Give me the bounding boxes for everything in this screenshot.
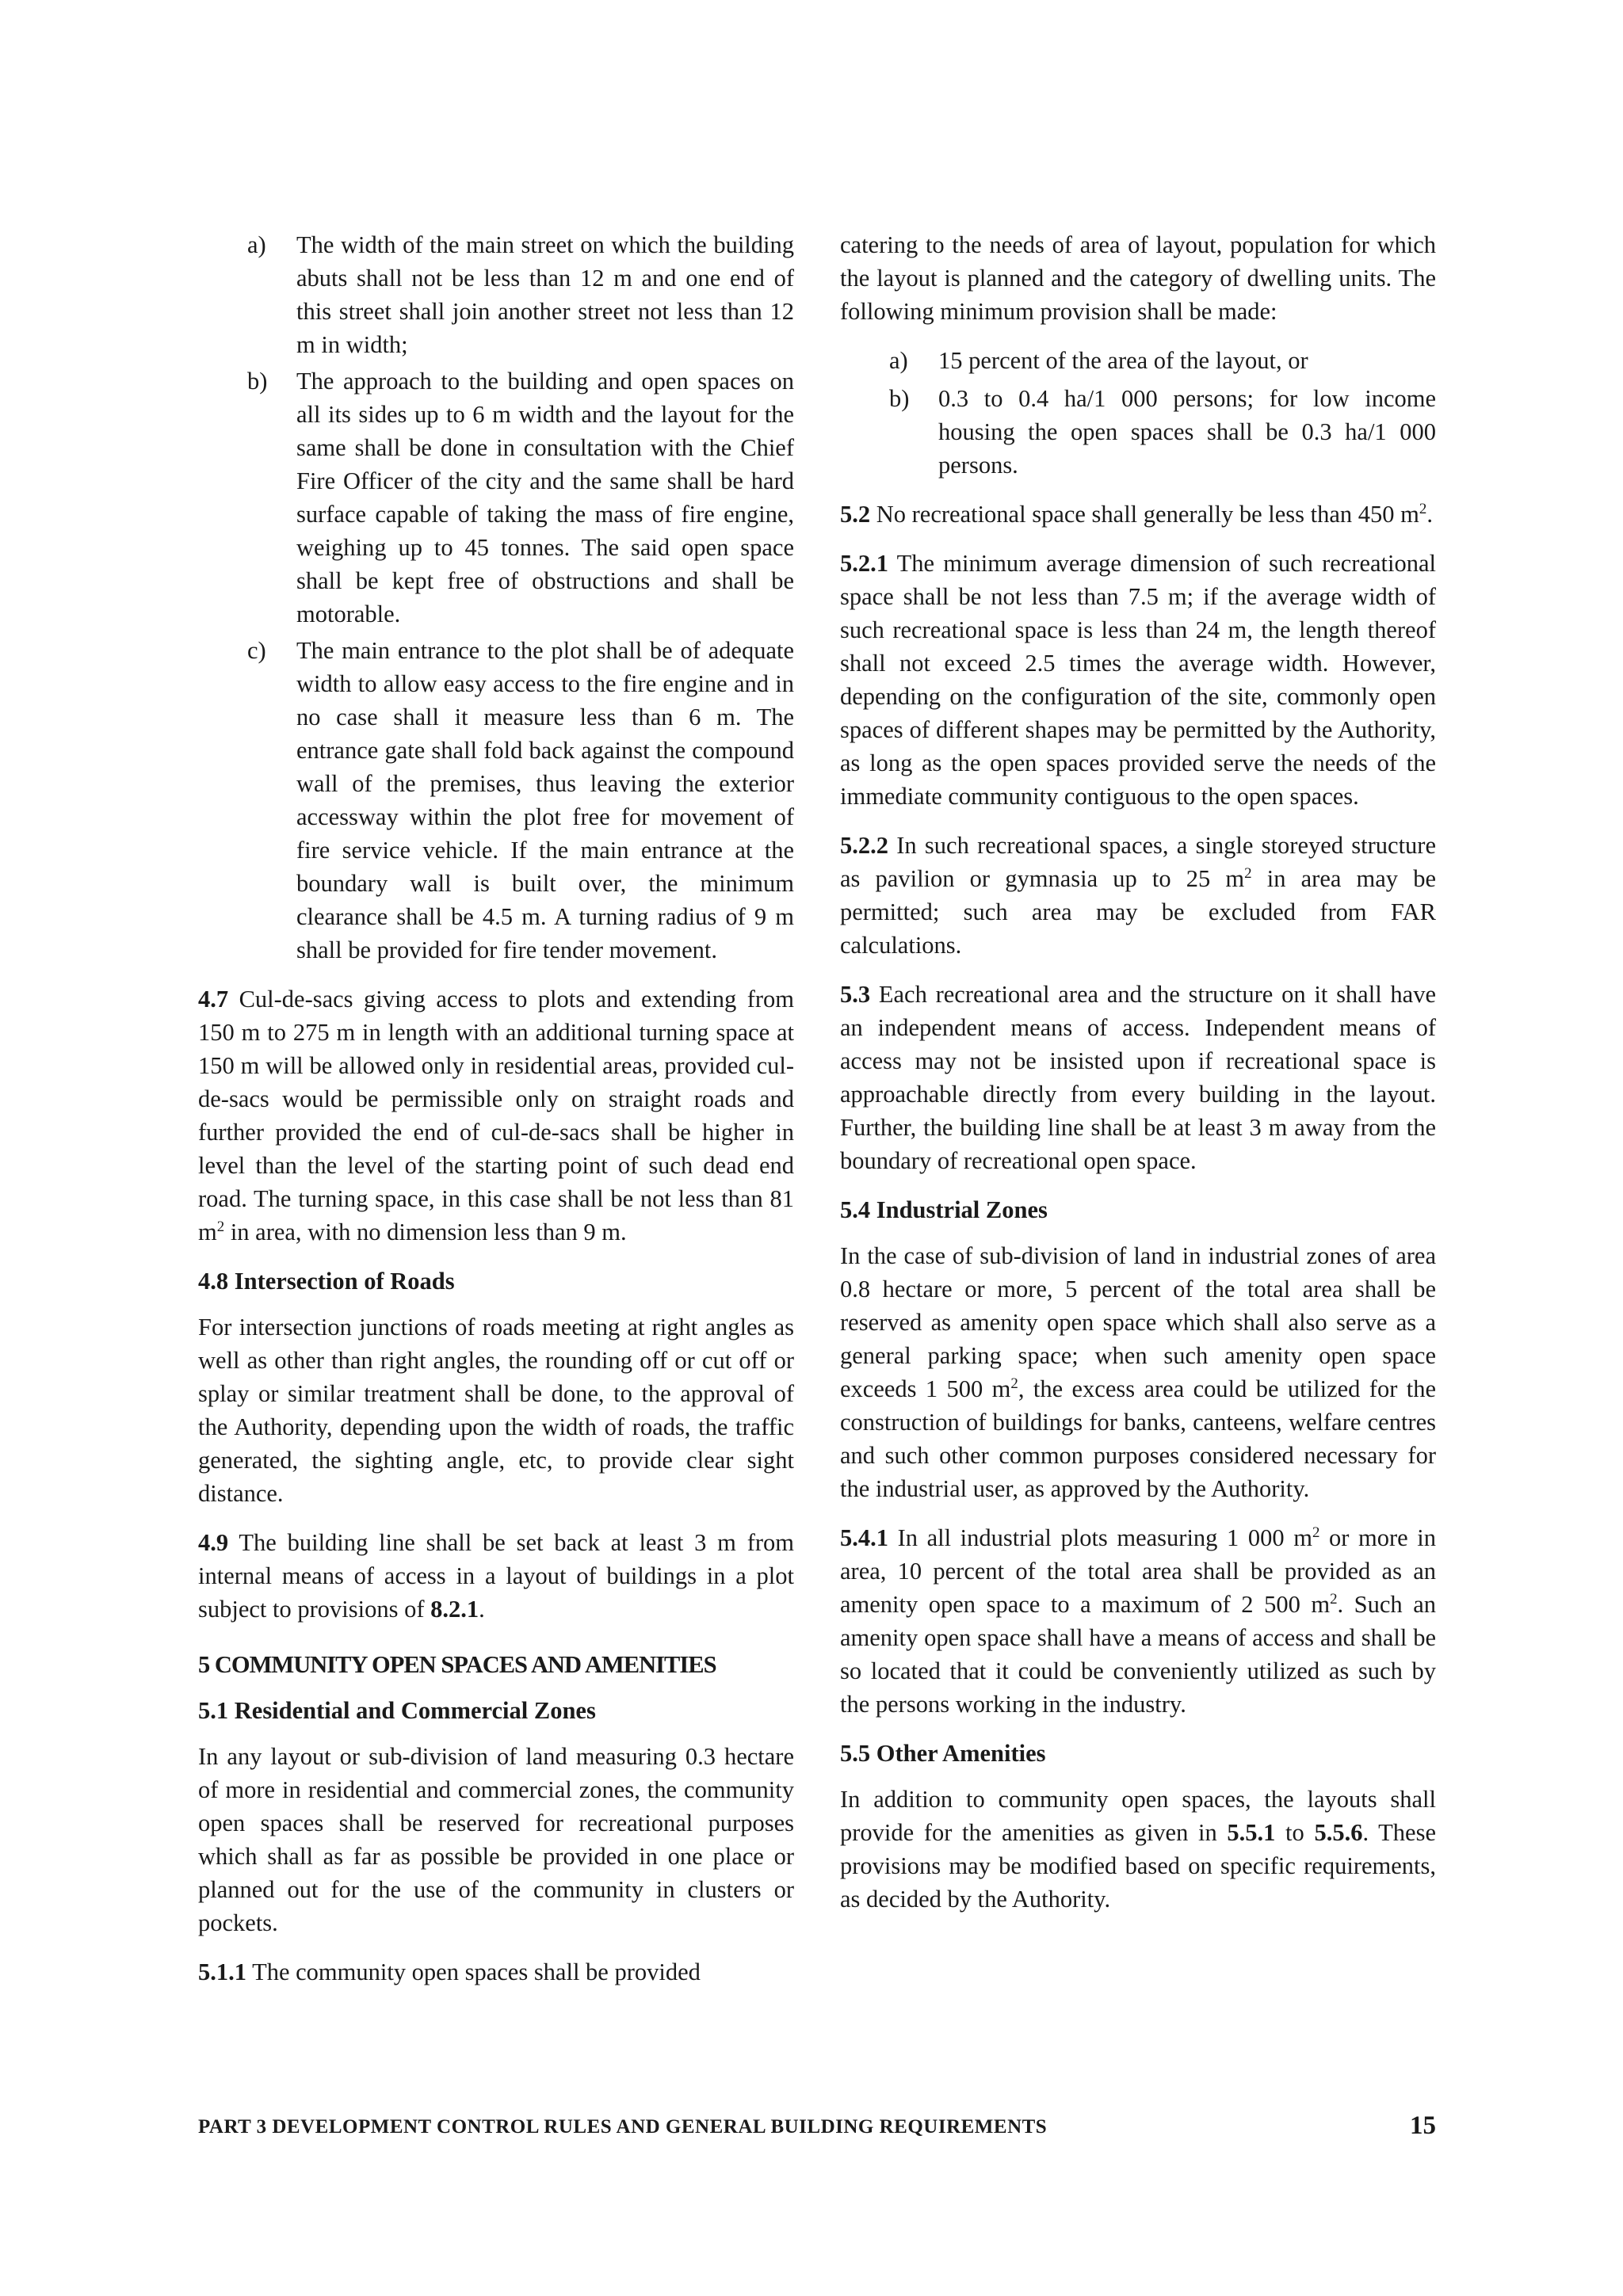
- list-item: [198, 228, 794, 361]
- list-label: a): [889, 347, 908, 374]
- clause-5-1-1: [198, 1955, 794, 1989]
- clause-text: In the case of sub-division of land in industrial zones of area 0.8 hectare or more, 5 percent of the total area shall be reserved as amenity open space which shall also serve as a general parking space; when such amenity open space exceeds 1 500 m: [840, 1242, 1436, 1402]
- page-number: 15: [1410, 2111, 1436, 2140]
- superscript: 2: [1244, 864, 1252, 882]
- superscript: 2: [1330, 1590, 1338, 1608]
- list-item: [840, 344, 1436, 377]
- list-label: b): [889, 385, 910, 412]
- clause-text-end: .: [479, 1596, 485, 1623]
- superscript: 2: [216, 1218, 225, 1235]
- clause-number: 5.2.1: [840, 550, 888, 577]
- right-column: [840, 228, 1436, 1932]
- clause-text-mid: to: [1275, 1819, 1315, 1846]
- list-item: [198, 364, 794, 631]
- clause-number: 5.2.2: [840, 832, 888, 859]
- heading-section-5: 5 COMMUNITY OPEN SPACES AND AMENITIES: [198, 1651, 716, 1678]
- clause-text-end: in area may be permitted; such area may be excluded from FAR calculations.: [840, 865, 1436, 959]
- heading-4-8: 4.8 Intersection of Roads: [198, 1268, 455, 1295]
- clause-5-2: [840, 498, 1436, 531]
- clause-number: 4.7: [198, 986, 229, 1013]
- clause-text: In addition to community open spaces, the layouts shall provide for the amenities as given in: [840, 1786, 1436, 1846]
- clause-text: The minimum average dimension of such recreational space shall be not less than 7.5 m; if the average width of such recreational space is less than 24 m, the length thereof shall not exceed 2.5 times the average width. However, depending on the configuration of the site, commonly open spaces of different shapes may be permitted by the Authority, as long as the open spaces provided serve the needs of the immediate community contiguous to the open spaces.: [840, 550, 1436, 810]
- clause-text-mid: or more in area, 10 percent of the total area shall be provided as an amenity open space to a maximum of 2 500 m: [840, 1524, 1436, 1618]
- clause-5-2-1: [840, 547, 1436, 813]
- clause-text: The building line shall be set back at least 3 m from internal means of access in a layout of buildings in a plot subject to provisions of: [198, 1529, 794, 1623]
- list-item: [198, 634, 794, 967]
- clause-text: In all industrial plots measuring 1 000 m: [888, 1524, 1312, 1551]
- footer-title: PART 3 DEVELOPMENT CONTROL RULES AND GENERAL BUILDING REQUIREMENTS: [198, 2116, 1048, 2138]
- list-text: The approach to the building and open spaces on all its sides up to 6 m width and the layout for the same shall be done in consultation with the Chief Fire Officer of the city and the same shall be hard surface capable of taking the mass of fire engine, weighing up to 45 tonnes. The said open space shall be kept free of obstructions and shall be motorable.: [296, 368, 794, 627]
- clause-number: 4.9: [198, 1529, 229, 1556]
- clause-5-1-text: In any layout or sub-division of land measuring 0.3 hectare of more in residential and commercial zones, the community open spaces shall be reserved for recreational purposes which shall as far as possible be provided in one place or planned out for the use of the community in clusters or pockets.: [198, 1743, 794, 1936]
- continued-text: catering to the needs of area of layout, population for which the layout is planned and the category of dwelling units. The following minimum provision shall be made:: [840, 231, 1436, 325]
- list-item: [840, 382, 1436, 482]
- clause-text-end: . Such an amenity open space shall have a means of access and shall be so located that it could be conveniently utilized as such by the persons working in the industry.: [840, 1591, 1436, 1718]
- clause-number: 5.1.1: [198, 1958, 246, 1985]
- clause-text: Each recreational area and the structure on it shall have an independent means of access. Independent means of access may not be insisted upon if recreational space is approachable directly from every building in the layout. Further, the building line shall be at least 3 m away from the boundary of recreational open space.: [840, 981, 1437, 1174]
- list-label: a): [247, 231, 266, 258]
- page-footer: [198, 2111, 1436, 2143]
- clause-reference: 5.5.1: [1227, 1819, 1276, 1846]
- clause-text-end: , the excess area could be utilized for the construction of buildings for banks, canteens, welfare centres and such other common purposes considered necessary for the industrial user, as approved by the Authority.: [840, 1375, 1436, 1502]
- clause-text: No recreational space shall generally be less than 450 m: [876, 501, 1419, 528]
- clause-text-end: in area, with no dimension less than 9 m.: [224, 1219, 627, 1245]
- clause-number: 5.2: [840, 501, 871, 528]
- heading-5-5: 5.5 Other Amenities: [840, 1740, 1046, 1767]
- clause-4-7: [198, 982, 794, 1249]
- left-column: [198, 228, 794, 2004]
- list-text: 0.3 to 0.4 ha/1 000 persons; for low income housing the open spaces shall be 0.3 ha/1 000 persons.: [938, 385, 1436, 479]
- heading-5-4: 5.4 Industrial Zones: [840, 1196, 1048, 1223]
- clause-5-4-text: [840, 1239, 1436, 1505]
- clause-text: The community open spaces shall be provided: [252, 1958, 701, 1985]
- clause-4-9: [198, 1526, 794, 1626]
- clause-text-end: .: [1426, 501, 1433, 528]
- clause-reference: 8.2.1: [430, 1596, 479, 1623]
- clause-5-2-2: [840, 829, 1436, 962]
- clause-reference: 5.5.6: [1314, 1819, 1363, 1846]
- open-space-provision-list: [840, 344, 1436, 482]
- clause-number: 5.4.1: [840, 1524, 888, 1551]
- list-label: c): [247, 637, 266, 664]
- clause-text: Cul-de-sacs giving access to plots and extending from 150 m to 275 m in length with an additional turning space at 150 m will be allowed only in residential areas, provided cul-de-sacs would be permissible only on straight roads and further provided the end of cul-de-sacs shall be higher in level than the level of the starting point of such dead end road. The turning space, in this case shall be not less than 81 m: [198, 986, 794, 1245]
- clause-4-8-text: For intersection junctions of roads meeting at right angles as well as other than right angles, the rounding off or cut off or splay or similar treatment shall be done, to the approval of the Authority, depending upon the width of roads, the traffic generated, the sighting angle, etc, to provide clear sight distance.: [198, 1314, 794, 1507]
- superscript: 2: [1010, 1375, 1018, 1392]
- superscript: 2: [1312, 1524, 1320, 1541]
- clause-text-end: . These provisions may be modified based on specific requirements, as decided by the Authority.: [840, 1819, 1436, 1913]
- list-text: The width of the main street on which the building abuts shall not be less than 12 m and one end of this street shall join another street not less than 12 m in width;: [296, 231, 794, 358]
- clause-text: In such recreational spaces, a single storeyed structure as pavilion or gymnasia up to 25 m: [840, 832, 1436, 892]
- list-text: 15 percent of the area of the layout, or: [938, 347, 1308, 374]
- clause-5-4-1: [840, 1521, 1436, 1721]
- heading-5-1: 5.1 Residential and Commercial Zones: [198, 1697, 596, 1724]
- fire-access-list: [198, 228, 794, 967]
- clause-number: 5.3: [840, 981, 871, 1008]
- superscript: 2: [1419, 500, 1427, 517]
- list-text: The main entrance to the plot shall be of adequate width to allow easy access to the fire engine and in no case shall it measure less than 6 m. The entrance gate shall fold back against the compound wall of the premises, thus leaving the exterior accessway within the plot free for movement of fire service vehicle. If the main entrance at the boundary wall is built over, the minimum clearance shall be 4.5 m. A turning radius of 9 m shall be provided for fire tender movement.: [296, 637, 794, 963]
- clause-5-3: [840, 978, 1436, 1177]
- clause-5-5-text: [840, 1783, 1436, 1916]
- list-label: b): [247, 368, 268, 395]
